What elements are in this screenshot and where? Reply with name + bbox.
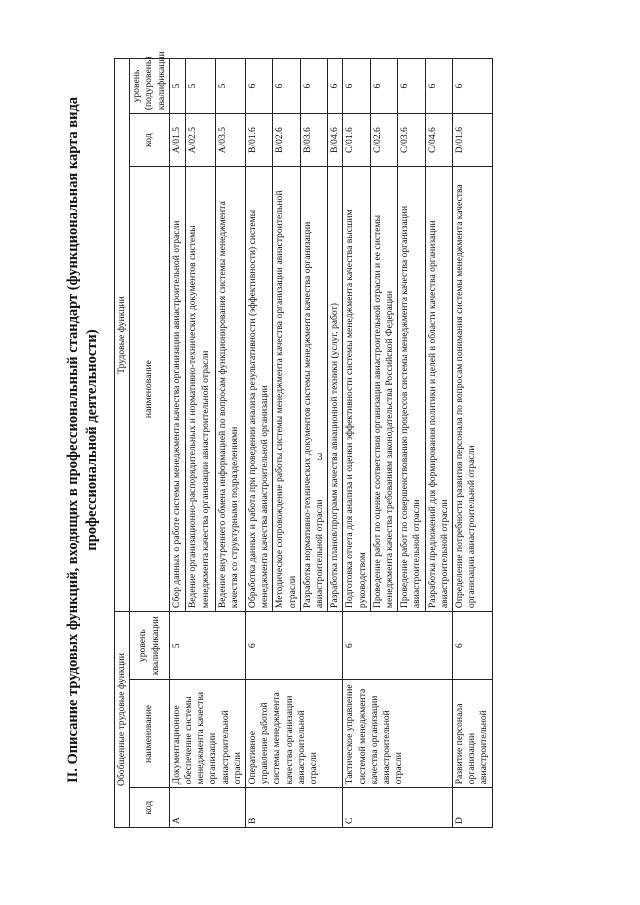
labor-function-code: B/04.6 bbox=[328, 114, 343, 167]
labor-function-name: Подготовка отчета для анализа и оценки эффективности системы менеджмента качества высшим руководством bbox=[343, 167, 370, 612]
generalized-function-name: Документационное обеспечение системы менеджмента качества организации авиастроительной отрасли bbox=[169, 680, 245, 788]
labor-functions-header: Трудовые функции bbox=[115, 59, 130, 612]
page-number: 3 bbox=[317, 452, 323, 463]
labor-function-name: Разработка планов/программ качества авиационной техники (услуг, работ) bbox=[328, 167, 343, 612]
generalized-function-code: A bbox=[169, 788, 245, 828]
labor-function-code: A/02.5 bbox=[186, 114, 216, 167]
generalized-function-code: D bbox=[453, 788, 493, 828]
col-level-header: уровень квалификации bbox=[130, 612, 170, 680]
labor-function-code: D/01.6 bbox=[453, 114, 493, 167]
col-code-header: код bbox=[130, 788, 170, 828]
labor-function-name: Проведение работ по совершенствованию процессов системы менеджмента качества организации авиастроительной отрасли bbox=[398, 167, 425, 612]
labor-function-name: Ведение внутреннего обмена информацией по вопросам функционирования системы менеджмента качества со структурными подразделениями bbox=[216, 167, 246, 612]
labor-function-code: B/02.6 bbox=[273, 114, 300, 167]
labor-function-level: 6 bbox=[453, 59, 493, 114]
labor-function-name: Сбор данных о работе системы менеджмента качества организации авиастроительной отрасли bbox=[169, 167, 186, 612]
header-row-1 bbox=[115, 59, 130, 828]
generalized-function-name: Тактическое управление системой менеджмента качества организации авиастроительной отрасли bbox=[343, 680, 453, 788]
labor-function-level: 6 bbox=[398, 59, 425, 114]
table-row bbox=[343, 59, 370, 828]
labor-function-code: C/01.6 bbox=[343, 114, 370, 167]
labor-function-code: B/01.6 bbox=[246, 114, 273, 167]
labor-function-level: 5 bbox=[169, 59, 186, 114]
generalized-function-name: Оперативное управление работой системы менеджмента качества организации авиастроительной отрасли bbox=[246, 680, 343, 788]
generalized-function-level: 5 bbox=[169, 612, 245, 680]
table-row bbox=[453, 59, 493, 828]
labor-function-level: 6 bbox=[328, 59, 343, 114]
table-body bbox=[169, 59, 492, 828]
functional-map-table bbox=[114, 51, 493, 828]
labor-function-code: A/01.5 bbox=[169, 114, 186, 167]
generalized-function-name: Развитие персонала организации авиастроительной bbox=[453, 680, 493, 788]
generalized-function-code: C bbox=[343, 788, 453, 828]
col-function-name-header: наименование bbox=[130, 167, 170, 612]
rotated-content bbox=[60, 50, 585, 830]
generalized-functions-header: Обобщенные трудовые функции bbox=[115, 612, 130, 828]
section-title: II. Описание трудовых функций, входящих в профессиональный стандарт (функциональная карта вида профессиональной деятельности) bbox=[65, 96, 100, 784]
col-function-level-header: уровень (подуровень) квалификации bbox=[130, 59, 170, 114]
table-row bbox=[246, 59, 273, 828]
col-name-header: наименование bbox=[130, 680, 170, 788]
col-function-code-header: код bbox=[130, 114, 170, 167]
labor-function-code: C/03.6 bbox=[398, 114, 425, 167]
labor-function-level: 6 bbox=[425, 59, 452, 114]
generalized-function-level: 6 bbox=[453, 612, 493, 680]
labor-function-level: 6 bbox=[246, 59, 273, 114]
generalized-function-code: B bbox=[246, 788, 343, 828]
labor-function-code: B/03.6 bbox=[300, 114, 327, 167]
table-row bbox=[169, 59, 186, 828]
labor-function-name: Определение потребности развития персонала по вопросам понимания системы менеджмента качества организации авиастроительной отрасли bbox=[453, 167, 493, 612]
labor-function-name: Методическое сопровождение работы системы менеджмента качества организации авиастроительной отрасли bbox=[273, 167, 300, 612]
labor-function-name: Обработка данных и работа при проведении анализа результативности (эффективности) системы менеджмента качества авиастроительной организации bbox=[246, 167, 273, 612]
labor-function-name: Разработка нормативно-технических документов системы менеджмента качества организации авиастроительной отрасли bbox=[300, 167, 327, 612]
labor-function-level: 6 bbox=[300, 59, 327, 114]
labor-function-name: Проведение работ по оценке соответствия организации авиастроительной отрасли и ее системы менеджмента качества требованиям законодательства Российской Федерации bbox=[370, 167, 397, 612]
labor-function-code: A/03.5 bbox=[216, 114, 246, 167]
labor-function-code: C/02.6 bbox=[370, 114, 397, 167]
generalized-function-level: 6 bbox=[343, 612, 453, 680]
labor-function-level: 5 bbox=[216, 59, 246, 114]
labor-function-level: 6 bbox=[273, 59, 300, 114]
header-row-2 bbox=[130, 59, 170, 828]
labor-function-level: 6 bbox=[343, 59, 370, 114]
labor-function-code: C/04.6 bbox=[425, 114, 452, 167]
labor-function-level: 5 bbox=[186, 59, 216, 114]
labor-function-name: Разработка предложений для формирования политики и целей в области качества организации авиастроительной отрасли bbox=[425, 167, 452, 612]
labor-function-level: 6 bbox=[370, 59, 397, 114]
labor-function-name: Ведение организационно-распорядительных и нормативно-технических документов системы менеджмента качества организации авиастроительной отрасли bbox=[186, 167, 216, 612]
generalized-function-level: 6 bbox=[246, 612, 343, 680]
